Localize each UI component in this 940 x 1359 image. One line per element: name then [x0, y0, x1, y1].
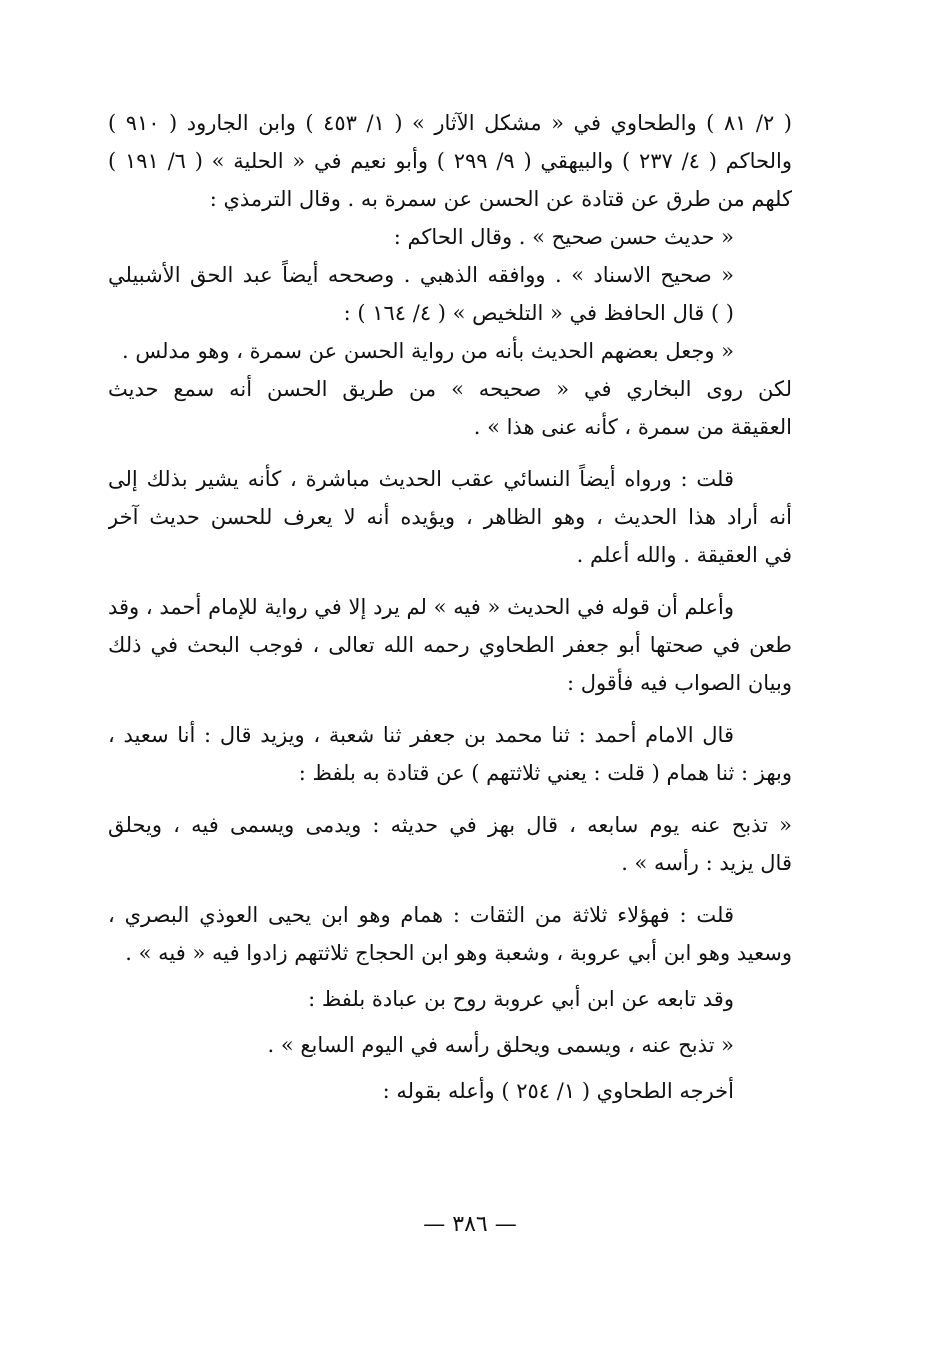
text-line: « وجعل بعضهم الحديث بأنه من رواية الحسن عن سمرة ، وهو مدلس .: [121, 339, 734, 363]
page-number: — ٣٨٦ —: [423, 1212, 517, 1237]
text-line: قال الامام أحمد : ثنا محمد بن جعفر ثنا شعبة ، ويزيد قال : أنا سعيد ،: [108, 723, 734, 747]
text-line: قلت : فهؤلاء ثلاثة من الثقات : همام وهو ابن يحيى العوذي البصري ،: [108, 903, 734, 927]
text-line: وسعيد وهو ابن أبي عروبة ، وشعبة وهو ابن الحجاج ثلاثتهم زادوا فيه « فيه » .: [125, 941, 792, 965]
text-line: وقد تابعه عن ابن أبي عروبة روح بن عبادة بلفظ :: [308, 987, 734, 1011]
text-line: وأعلم أن قوله في الحديث « فيه » لم يرد إلا في رواية للإمام أحمد ، وقد: [108, 595, 734, 619]
text-line: أنه أراد هذا الحديث ، وهو الظاهر ، ويؤيده أنه لا يعرف للحسن حديث آخر: [108, 505, 792, 529]
text-line: في العقيقة . والله أعلم .: [576, 543, 792, 567]
text-line: وبهز : ثنا همام ( قلت : يعني ثلاثتهم ) عن قتادة به بلفظ :: [298, 761, 792, 785]
text-line: العقيقة من سمرة ، كأنه عنى هذا » .: [473, 415, 792, 439]
text-line: « صحيح الاسناد » . ووافقه الذهبي . وصححه أيضاً عبد الحق الأشبيلي: [108, 263, 734, 287]
text-line: طعن في صحتها أبو جعفر الطحاوي رحمه الله تعالى ، فوجب البحث في ذلك: [108, 633, 792, 657]
text-line: أخرجه الطحاوي ( ١/ ٢٥٤ ) وأعله بقوله :: [382, 1079, 734, 1103]
body-text: [108, 104, 792, 1110]
text-line: « تذبح عنه يوم سابعه ، قال بهز في حديثه : ويدمى ويسمى فيه ، ويحلق: [108, 813, 792, 837]
text-line: والحاكم ( ٤/ ٢٣٧ ) والبيهقي ( ٩/ ٢٩٩ ) وأبو نعيم في « الحلية » ( ٦/ ١٩١ ): [108, 149, 792, 173]
text-line: قال يزيد : رأسه » .: [621, 851, 792, 875]
text-line: وبيان الصواب فيه فأقول :: [566, 671, 792, 695]
text-line: كلهم من طرق عن قتادة عن الحسن عن سمرة به . وقال الترمذي :: [209, 187, 792, 211]
text-line: ( ) قال الحافظ في « التلخيص » ( ٤/ ١٦٤ ) :: [343, 301, 734, 325]
text-line: لكن روى البخاري في « صحيحه » من طريق الحسن أنه سمع حديث: [108, 377, 792, 401]
text-line: قلت : ورواه أيضاً النسائي عقب الحديث مباشرة ، كأنه يشير بذلك إلى: [108, 467, 734, 491]
text-line: ( ٢/ ٨١ ) والطحاوي في « مشكل الآثار » ( ١/ ٤٥٣ ) وابن الجارود ( ٩١٠ ): [108, 111, 792, 135]
text-line: « تذبح عنه ، ويسمى ويحلق رأسه في اليوم السابع » .: [267, 1033, 734, 1057]
text-line: « حديث حسن صحيح » . وقال الحاكم :: [393, 225, 734, 249]
